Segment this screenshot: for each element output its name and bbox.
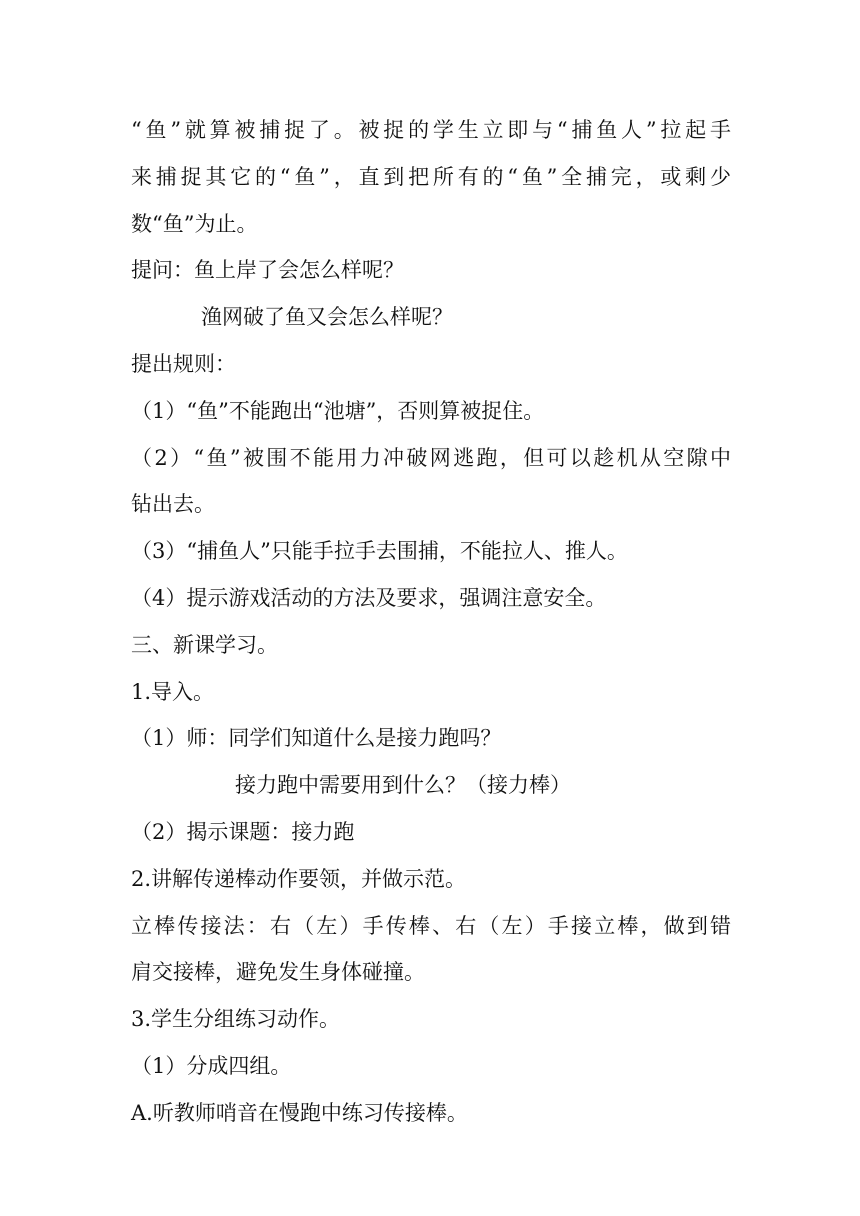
list-item: （1）分成四组。 <box>131 1053 292 1078</box>
section-heading: 提出规则： <box>131 351 236 376</box>
question-line: 渔网破了鱼又会怎么样呢？ <box>201 305 453 330</box>
question-line: 提问：鱼上岸了会怎么样呢？ <box>131 258 404 283</box>
subsection-heading: 3.学生分组练习动作。 <box>131 1007 341 1032</box>
list-item: A.听教师哨音在慢跑中练习传接棒。 <box>131 1100 468 1125</box>
paragraph-line: 来捕捉其它的“鱼”，直到把所有的“鱼”全捕完，或剩少 <box>131 164 731 189</box>
list-item: （1）师：同学们知道什么是接力跑吗？ <box>131 726 502 751</box>
list-item: 接力跑中需要用到什么？（接力棒） <box>235 773 571 798</box>
rule-item: （2）“鱼”被围不能用力冲破网逃跑，但可以趁机从空隙中 <box>131 445 731 470</box>
rule-item: （3）“捕鱼人”只能手拉手去围捕，不能拉人、推人。 <box>131 539 628 564</box>
paragraph-line: 立棒传接法：右（左）手传棒、右（左）手接立棒，做到错 <box>131 913 731 938</box>
rule-item: （1）“鱼”不能跑出“池塘”，否则算被捉住。 <box>131 398 545 423</box>
section-heading: 三、新课学习。 <box>131 632 278 657</box>
subsection-heading: 2.讲解传递棒动作要领，并做示范。 <box>131 866 467 891</box>
paragraph-line: 数“鱼”为止。 <box>131 211 258 236</box>
paragraph-line: “鱼”就算被捕捉了。被捉的学生立即与“捕鱼人”拉起手 <box>131 118 731 142</box>
rule-item: 钻出去。 <box>131 492 215 517</box>
paragraph-line: 肩交接棒，避免发生身体碰撞。 <box>131 960 425 985</box>
list-item: （2）揭示课题：接力跑 <box>131 819 355 844</box>
document-body <box>131 107 731 1137</box>
rule-item: （4）提示游戏活动的方法及要求，强调注意安全。 <box>131 585 607 610</box>
subsection-heading: 1.导入。 <box>131 679 215 704</box>
